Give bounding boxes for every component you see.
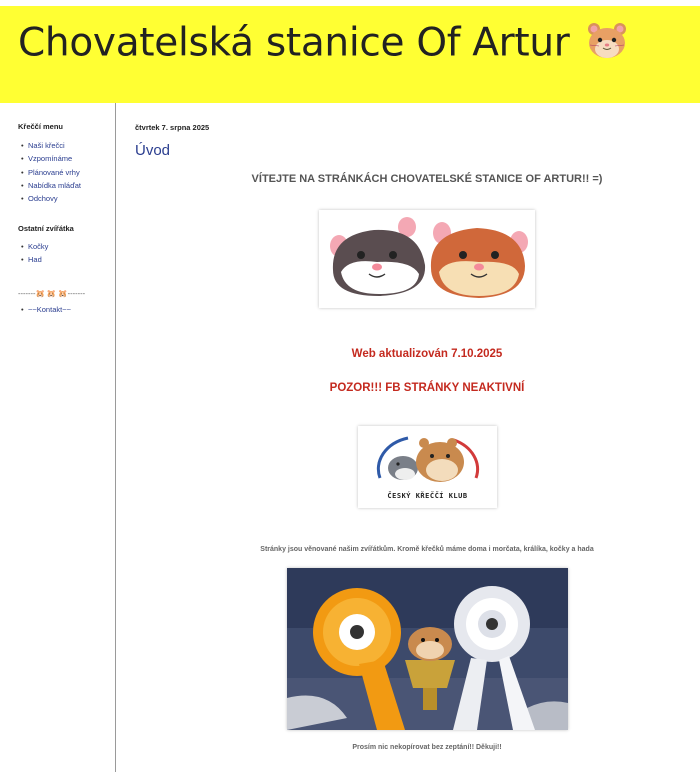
show-rosettes-photo[interactable] — [287, 568, 568, 730]
sidebar-item-odchovy[interactable]: • Odchovy — [21, 192, 81, 205]
sidebar-heading-menu: Křeččí menu — [18, 122, 64, 131]
sidebar-item-vzpominame[interactable]: • Vzpomínáme — [21, 152, 81, 165]
post-date: čtvrtek 7. srpna 2025 — [135, 123, 210, 132]
sidebar-item-had[interactable]: • Had — [21, 253, 48, 266]
welcome-heading: VÍTEJTE NA STRÁNKÁCH CHOVATELSKÉ STANICE OF ARTUR!! =) — [251, 173, 603, 185]
sidebar-menu-list — [21, 139, 81, 205]
hamster-faces-image — [319, 210, 535, 308]
club-logo-text: ČESKÝ KŘEČČÍ KLUB — [387, 492, 468, 500]
fb-inactive-notice: POZOR!!! FB STRÁNKY NEAKTIVNÍ — [329, 382, 525, 394]
sidebar — [0, 103, 116, 772]
post-title[interactable]: Úvod — [135, 142, 171, 159]
copyright-note: Prosím nic nekopírovat bez zeptání!! Děkuji!! — [352, 744, 502, 751]
site-title-text[interactable]: Chovatelská stanice Of Artur — [18, 20, 570, 66]
main-content — [117, 103, 700, 772]
sidebar-item-planovane-vrhy[interactable]: • Plánované vrhy — [21, 166, 81, 179]
sidebar-contact-list — [21, 303, 71, 316]
site-description: Stránky jsou věnované našim zvířátkům. Kromě křečků máme doma i morčata, králíka, kočky a hada — [260, 546, 594, 553]
sidebar-item-kontakt[interactable]: • ~~Kontakt~~ — [21, 303, 71, 316]
sidebar-item-nasi-krecci[interactable]: • Naši křečci — [21, 139, 81, 152]
sidebar-separator: -------🐹 🐹 🐹------- — [18, 289, 86, 298]
site-header — [0, 6, 700, 103]
sidebar-item-kocky[interactable]: • Kočky — [21, 240, 48, 253]
sidebar-heading-other: Ostatní zvířátka — [18, 224, 74, 233]
site-title[interactable] — [18, 20, 628, 70]
hamster-club-logo[interactable] — [358, 426, 497, 508]
sidebar-item-nabidka-mladat[interactable]: • Nabídka mláďat — [21, 179, 81, 192]
sidebar-other-list — [21, 240, 48, 267]
hamster-icon — [586, 20, 628, 70]
update-notice: Web aktualizován 7.10.2025 — [351, 348, 503, 360]
